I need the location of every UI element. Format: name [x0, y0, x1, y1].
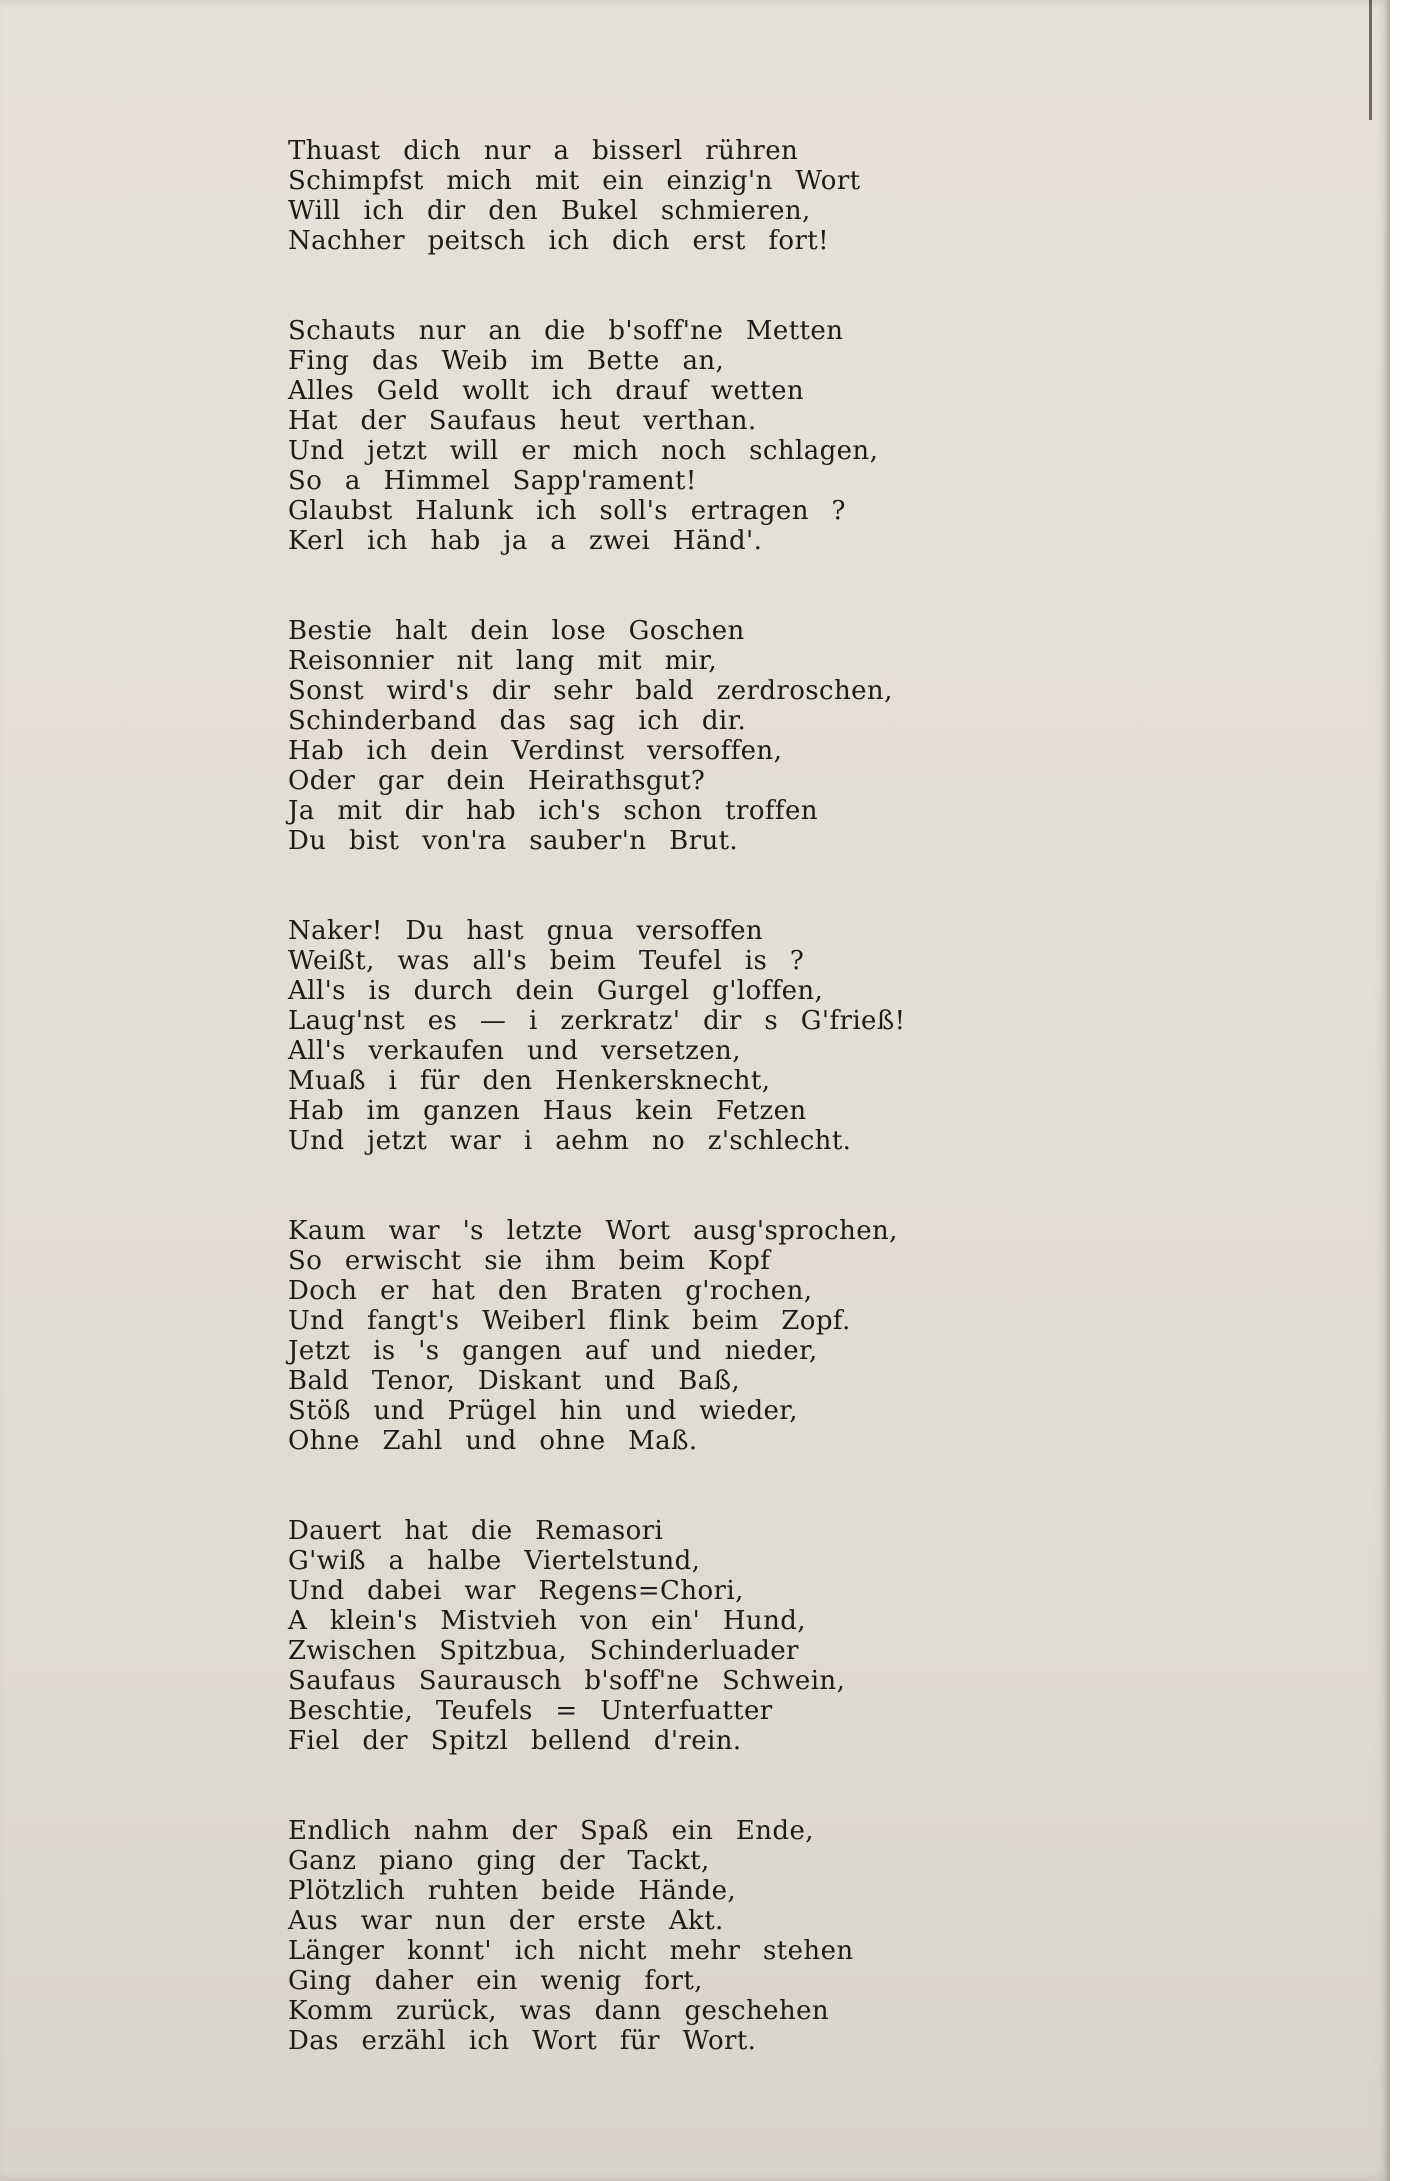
poem-line: Thuast dich nur a bisserl rühren	[288, 136, 799, 166]
poem-line: Laug'nst es — i zerkratz' dir s G'frieß!	[288, 1006, 906, 1036]
poem-line: Oder gar dein Heirathsgut?	[288, 766, 706, 796]
poem-line: Kaum war 's letzte Wort ausg'sprochen,	[288, 1216, 898, 1246]
poem-line: Das erzähl ich Wort für Wort.	[288, 2026, 757, 2056]
poem-line: Hab im ganzen Haus kein Fetzen	[288, 1096, 807, 1126]
poem-line: Und jetzt will er mich noch schlagen,	[288, 436, 879, 466]
poem-line: Du bist von'ra sauber'n Brut.	[288, 826, 739, 856]
poem-line: Dauert hat die Remasori	[288, 1516, 664, 1546]
stanza-5	[288, 1216, 988, 1456]
poem-line: Ohne Zahl und ohne Maß.	[288, 1426, 698, 1456]
poem-line: Schinderband das sag ich dir.	[288, 706, 747, 736]
poem-line: Doch er hat den Braten g'rochen,	[288, 1276, 813, 1306]
poem-line: Hab ich dein Verdinst versoffen,	[288, 736, 783, 766]
poem-line: Bald Tenor, Diskant und Baß,	[288, 1366, 741, 1396]
poem-line: Ganz piano ging der Tackt,	[288, 1846, 710, 1876]
poem-line: Alles Geld wollt ich drauf wetten	[288, 376, 804, 406]
poem-line: Kerl ich hab ja a zwei Händ'.	[288, 526, 763, 556]
poem-line: Sonst wird's dir sehr bald zerdroschen,	[288, 676, 893, 706]
stanza-2	[288, 316, 988, 556]
stanza-7	[288, 1816, 988, 2056]
poem-line: Fiel der Spitzl bellend d'rein.	[288, 1726, 742, 1756]
poem-line: Zwischen Spitzbua, Schinderluader	[288, 1636, 799, 1666]
poem-line: Muaß i für den Henkersknecht,	[288, 1066, 771, 1096]
poem-line: Ging daher ein wenig fort,	[288, 1966, 703, 1996]
stanza-1	[288, 136, 988, 256]
poem-line: Naker! Du hast gnua versoffen	[288, 916, 764, 946]
poem-line: Und fangt's Weiberl flink beim Zopf.	[288, 1306, 851, 1336]
poem-line: Endlich nahm der Spaß ein Ende,	[288, 1816, 814, 1846]
poem-line: Länger konnt' ich nicht mehr stehen	[288, 1936, 854, 1966]
poem-line: Und dabei war Regens=Chori,	[288, 1576, 744, 1606]
poem-line: All's is durch dein Gurgel g'loffen,	[288, 976, 824, 1006]
poem-line: Schauts nur an die b'soff'ne Metten	[288, 316, 844, 346]
poem-text	[288, 136, 988, 2056]
poem-line: Saufaus Saurausch b'soff'ne Schwein,	[288, 1666, 846, 1696]
poem-line: Weißt, was all's beim Teufel is ?	[288, 946, 805, 976]
poem-line: Hat der Saufaus heut verthan.	[288, 406, 757, 436]
poem-line: Nachher peitsch ich dich erst fort!	[288, 226, 829, 256]
stanza-3	[288, 616, 988, 856]
poem-line: Plötzlich ruhten beide Hände,	[288, 1876, 737, 1906]
poem-line: Aus war nun der erste Akt.	[288, 1906, 724, 1936]
poem-line: Schimpfst mich mit ein einzig'n Wort	[288, 166, 861, 196]
poem-line: So erwischt sie ihm beim Kopf	[288, 1246, 771, 1276]
stanza-6	[288, 1516, 988, 1756]
poem-line: Beschtie, Teufels = Unterfuatter	[288, 1696, 773, 1726]
poem-line: Reisonnier nit lang mit mir,	[288, 646, 718, 676]
poem-line: Jetzt is 's gangen auf und nieder,	[288, 1336, 818, 1366]
poem-line: Komm zurück, was dann geschehen	[288, 1996, 830, 2026]
poem-line: All's verkaufen und versetzen,	[288, 1036, 741, 1066]
poem-line: Glaubst Halunk ich soll's ertragen ?	[288, 496, 846, 526]
poem-line: Bestie halt dein lose Goschen	[288, 616, 745, 646]
poem-line: Stöß und Prügel hin und wieder,	[288, 1396, 798, 1426]
poem-line: Fing das Weib im Bette an,	[288, 346, 725, 376]
poem-line: A klein's Mistvieh von ein' Hund,	[288, 1606, 806, 1636]
page-edge-mark	[1369, 0, 1372, 120]
poem-line: Ja mit dir hab ich's schon troffen	[288, 796, 818, 826]
poem-line: Und jetzt war i aehm no z'schlecht.	[288, 1126, 852, 1156]
poem-line: G'wiß a halbe Viertelstund,	[288, 1546, 701, 1576]
stanza-4	[288, 916, 988, 1156]
poem-line: So a Himmel Sapp'rament!	[288, 466, 697, 496]
poem-line: Will ich dir den Bukel schmieren,	[288, 196, 811, 226]
